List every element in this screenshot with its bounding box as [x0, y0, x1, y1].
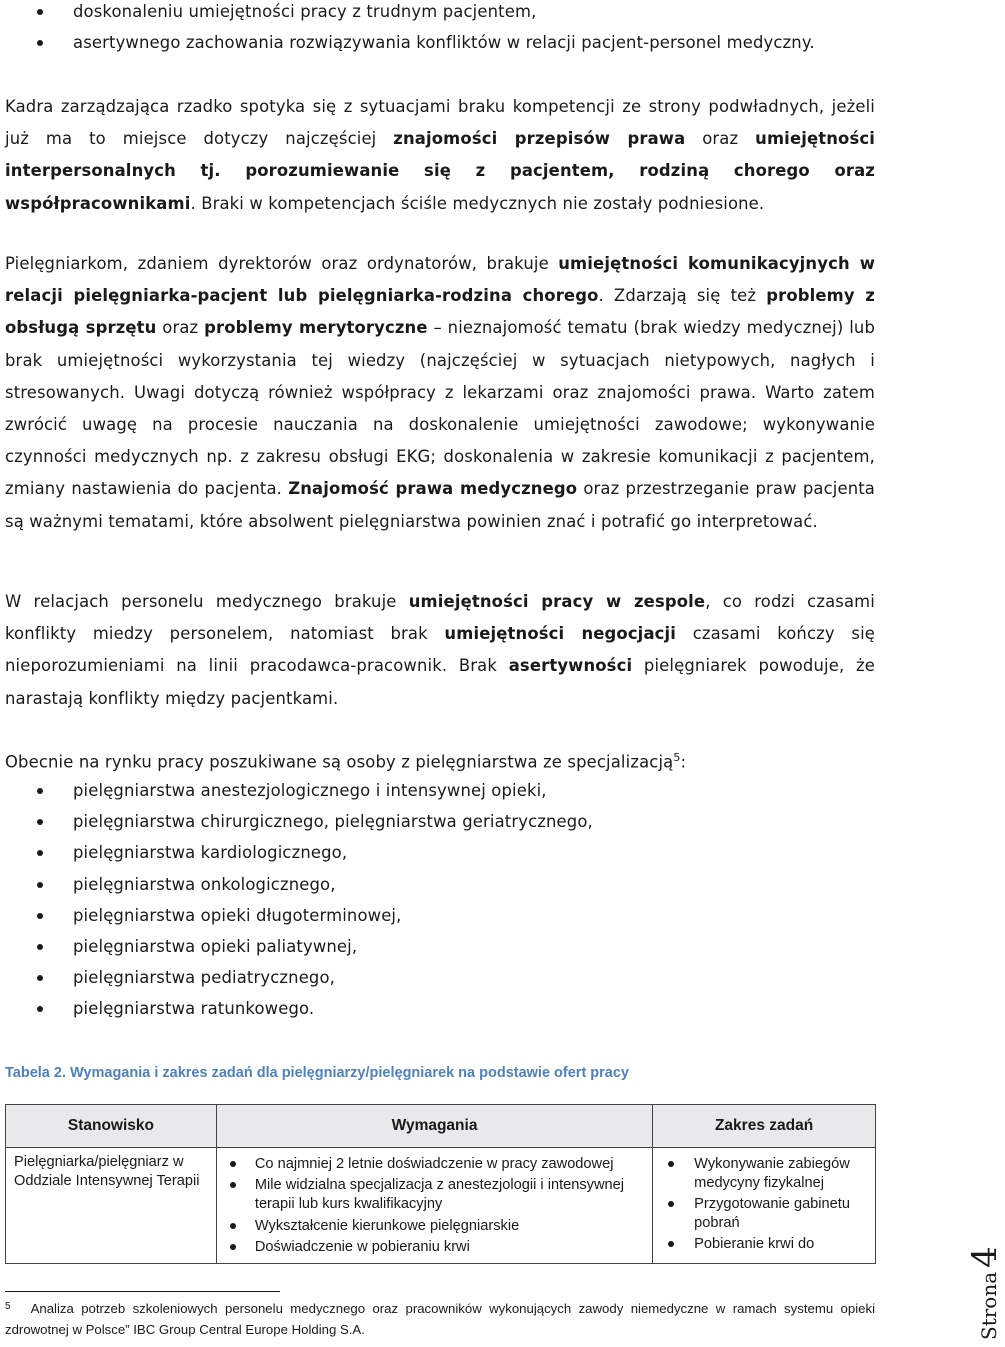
list-item: asertywnego zachowania rozwiązywania konfliktów w relacji pacjent-personel medyczny. — [0, 30, 815, 61]
page-number: 4 — [965, 1246, 1005, 1268]
list-item: Co najmniej 2 letnie doświadczenie w pracy zawodowej — [225, 1155, 644, 1174]
tasks-cell — [653, 1148, 876, 1264]
bullet-icon — [37, 850, 43, 856]
page-number-sidebar — [925, 1220, 1005, 1340]
list-item: Przygotowanie gabinetu pobrań — [661, 1195, 867, 1233]
bullet-icon — [230, 1182, 236, 1188]
list-item: pielęgniarstwa ratunkowego. — [0, 996, 593, 1027]
table-caption: Tabela 2. Wymagania i zakres zadań dla pielęgniarzy/pielęgniarek na podstawie ofert pracy — [5, 1065, 629, 1081]
page-label: Strona — [977, 1271, 1001, 1340]
list-item: pielęgniarstwa pediatrycznego, — [0, 965, 593, 996]
paragraph-nurses: Pielęgniarkom, zdaniem dyrektorów oraz ordynatorów, brakuje umiejętności komunikacyjnych w relacji pielęgniarka-pacjent lub pielęgniarka-rodzina chorego. Zdarzają się też problemy z obsługą sprzętu oraz problemy merytoryczne – nieznajomość tematu (brak wiedzy medycznej) lub brak umiejętności wykorzystania tej wiedzy (najczęściej w sytuacjach nietypowych, nagłych i stresowanych. Uwagi dotyczą również współpracy z lekarzami oraz znajomości prawa. Warto zatem zwrócić uwagę na procesie nauczania na doskonalenie umiejętności zawodowe; wykonywanie czynności medycznych np. z zakresu obsługi EKG; doskonalenia w zakresie komunikacji z pacjentem, zmiany nastawienia do pacjenta. Znajomość prawa medycznego oraz przestrzeganie praw pacjenta są ważnymi tematami, które absolwent pielęgniarstwa powinien znać i potrafić go interpretować. — [5, 254, 876, 531]
paragraph-specializations: Obecnie na rynku pracy poszukiwane są osoby z pielęgniarstwa ze specjalizacją$^5$: — [5, 751, 687, 772]
list-item: pielęgniarstwa kardiologicznego, — [0, 840, 593, 871]
bullet-icon — [230, 1244, 236, 1250]
list-item: pielęgniarstwa anestezjologicznego i intensywnej opieki, — [0, 778, 593, 809]
paragraph-teamwork: W relacjach personelu medycznego brakuje umiejętności pracy w zespole, co rodzi czasami konflikty miedzy personelem, natomiast brak umiejętności negocjacji czasami kończy się nieporozumieniami na linii pracodawca-pracownik. Brak asertywności pielęgniarek powoduje, że narastają konflikty między pacjentkami. — [5, 592, 876, 708]
list-item: pielęgniarstwa opieki długoterminowej, — [0, 903, 593, 934]
table-header-row — [6, 1105, 876, 1148]
top-bullet-list — [0, 0, 815, 61]
list-item: pielęgniarstwa chirurgicznego, pielęgniarstwa geriatrycznego, — [0, 809, 593, 840]
bullet-icon — [37, 944, 43, 950]
list-item: Mile widzialna specjalizacja z anestezjologii i intensywnej terapii lub kurs kwalifikacyjny — [225, 1176, 644, 1214]
bullet-icon — [37, 788, 43, 794]
bullet-icon — [668, 1201, 674, 1207]
column-header: Stanowisko — [6, 1105, 217, 1148]
bullet-icon — [230, 1223, 236, 1229]
bullet-icon — [37, 819, 43, 825]
list-item: pielęgniarstwa opieki paliatywnej, — [0, 934, 593, 965]
list-item: doskonaleniu umiejętności pracy z trudnym pacjentem, — [0, 0, 815, 30]
list-item: Pobieranie krwi do — [661, 1235, 867, 1254]
column-header: Zakres zadań — [653, 1105, 876, 1148]
bullet-icon — [230, 1161, 236, 1167]
footnote-ref: 5 — [673, 751, 681, 764]
list-item: Wykształcenie kierunkowe pielęgniarskie — [225, 1217, 644, 1236]
requirements-cell — [216, 1148, 652, 1264]
list-item: pielęgniarstwa onkologicznego, — [0, 872, 593, 903]
footnote-separator — [5, 1291, 280, 1292]
position-cell: Pielęgniarka/pielęgniarz w Oddziale Intensywnej Terapii — [6, 1148, 217, 1264]
paragraph-management: Kadra zarządzająca rzadko spotyka się z sytuacjami braku kompetencji ze strony podwładnych, jeżeli już ma to miejsce dotyczy najczęściej znajomości przepisów prawa oraz umiejętności interpersonalnych tj. porozumiewanie się z pacjentem, rodziną chorego oraz współpracownikami. Braki w kompetencjach ściśle medycznych nie zostały podniesione. — [5, 97, 875, 213]
bullet-icon — [37, 40, 43, 46]
bullet-icon — [37, 913, 43, 919]
footnote: $^5$ Analiza potrzeb szkoleniowych personelu medycznego oraz pracowników wykonujących zawody niemedyczne w ramach systemu opieki zdrowotnej w Polsce” IBC Group Central Europe Holding S.A. — [5, 1301, 875, 1337]
footnote-number: 5 — [5, 1301, 11, 1312]
bullet-icon — [37, 975, 43, 981]
tasks-list — [661, 1155, 867, 1254]
column-header: Wymagania — [216, 1105, 652, 1148]
requirements-list — [225, 1155, 644, 1257]
bullet-icon — [37, 882, 43, 888]
bullet-icon — [668, 1241, 674, 1247]
specialization-list — [0, 778, 593, 1028]
list-item: Doświadczenie w pobieraniu krwi — [225, 1238, 644, 1257]
bullet-icon — [37, 9, 43, 15]
table-row — [6, 1148, 876, 1264]
bullet-icon — [668, 1161, 674, 1167]
list-item: Wykonywanie zabiegów medycyny fizykalnej — [661, 1155, 867, 1193]
requirements-table — [5, 1104, 876, 1264]
bullet-icon — [37, 1006, 43, 1012]
